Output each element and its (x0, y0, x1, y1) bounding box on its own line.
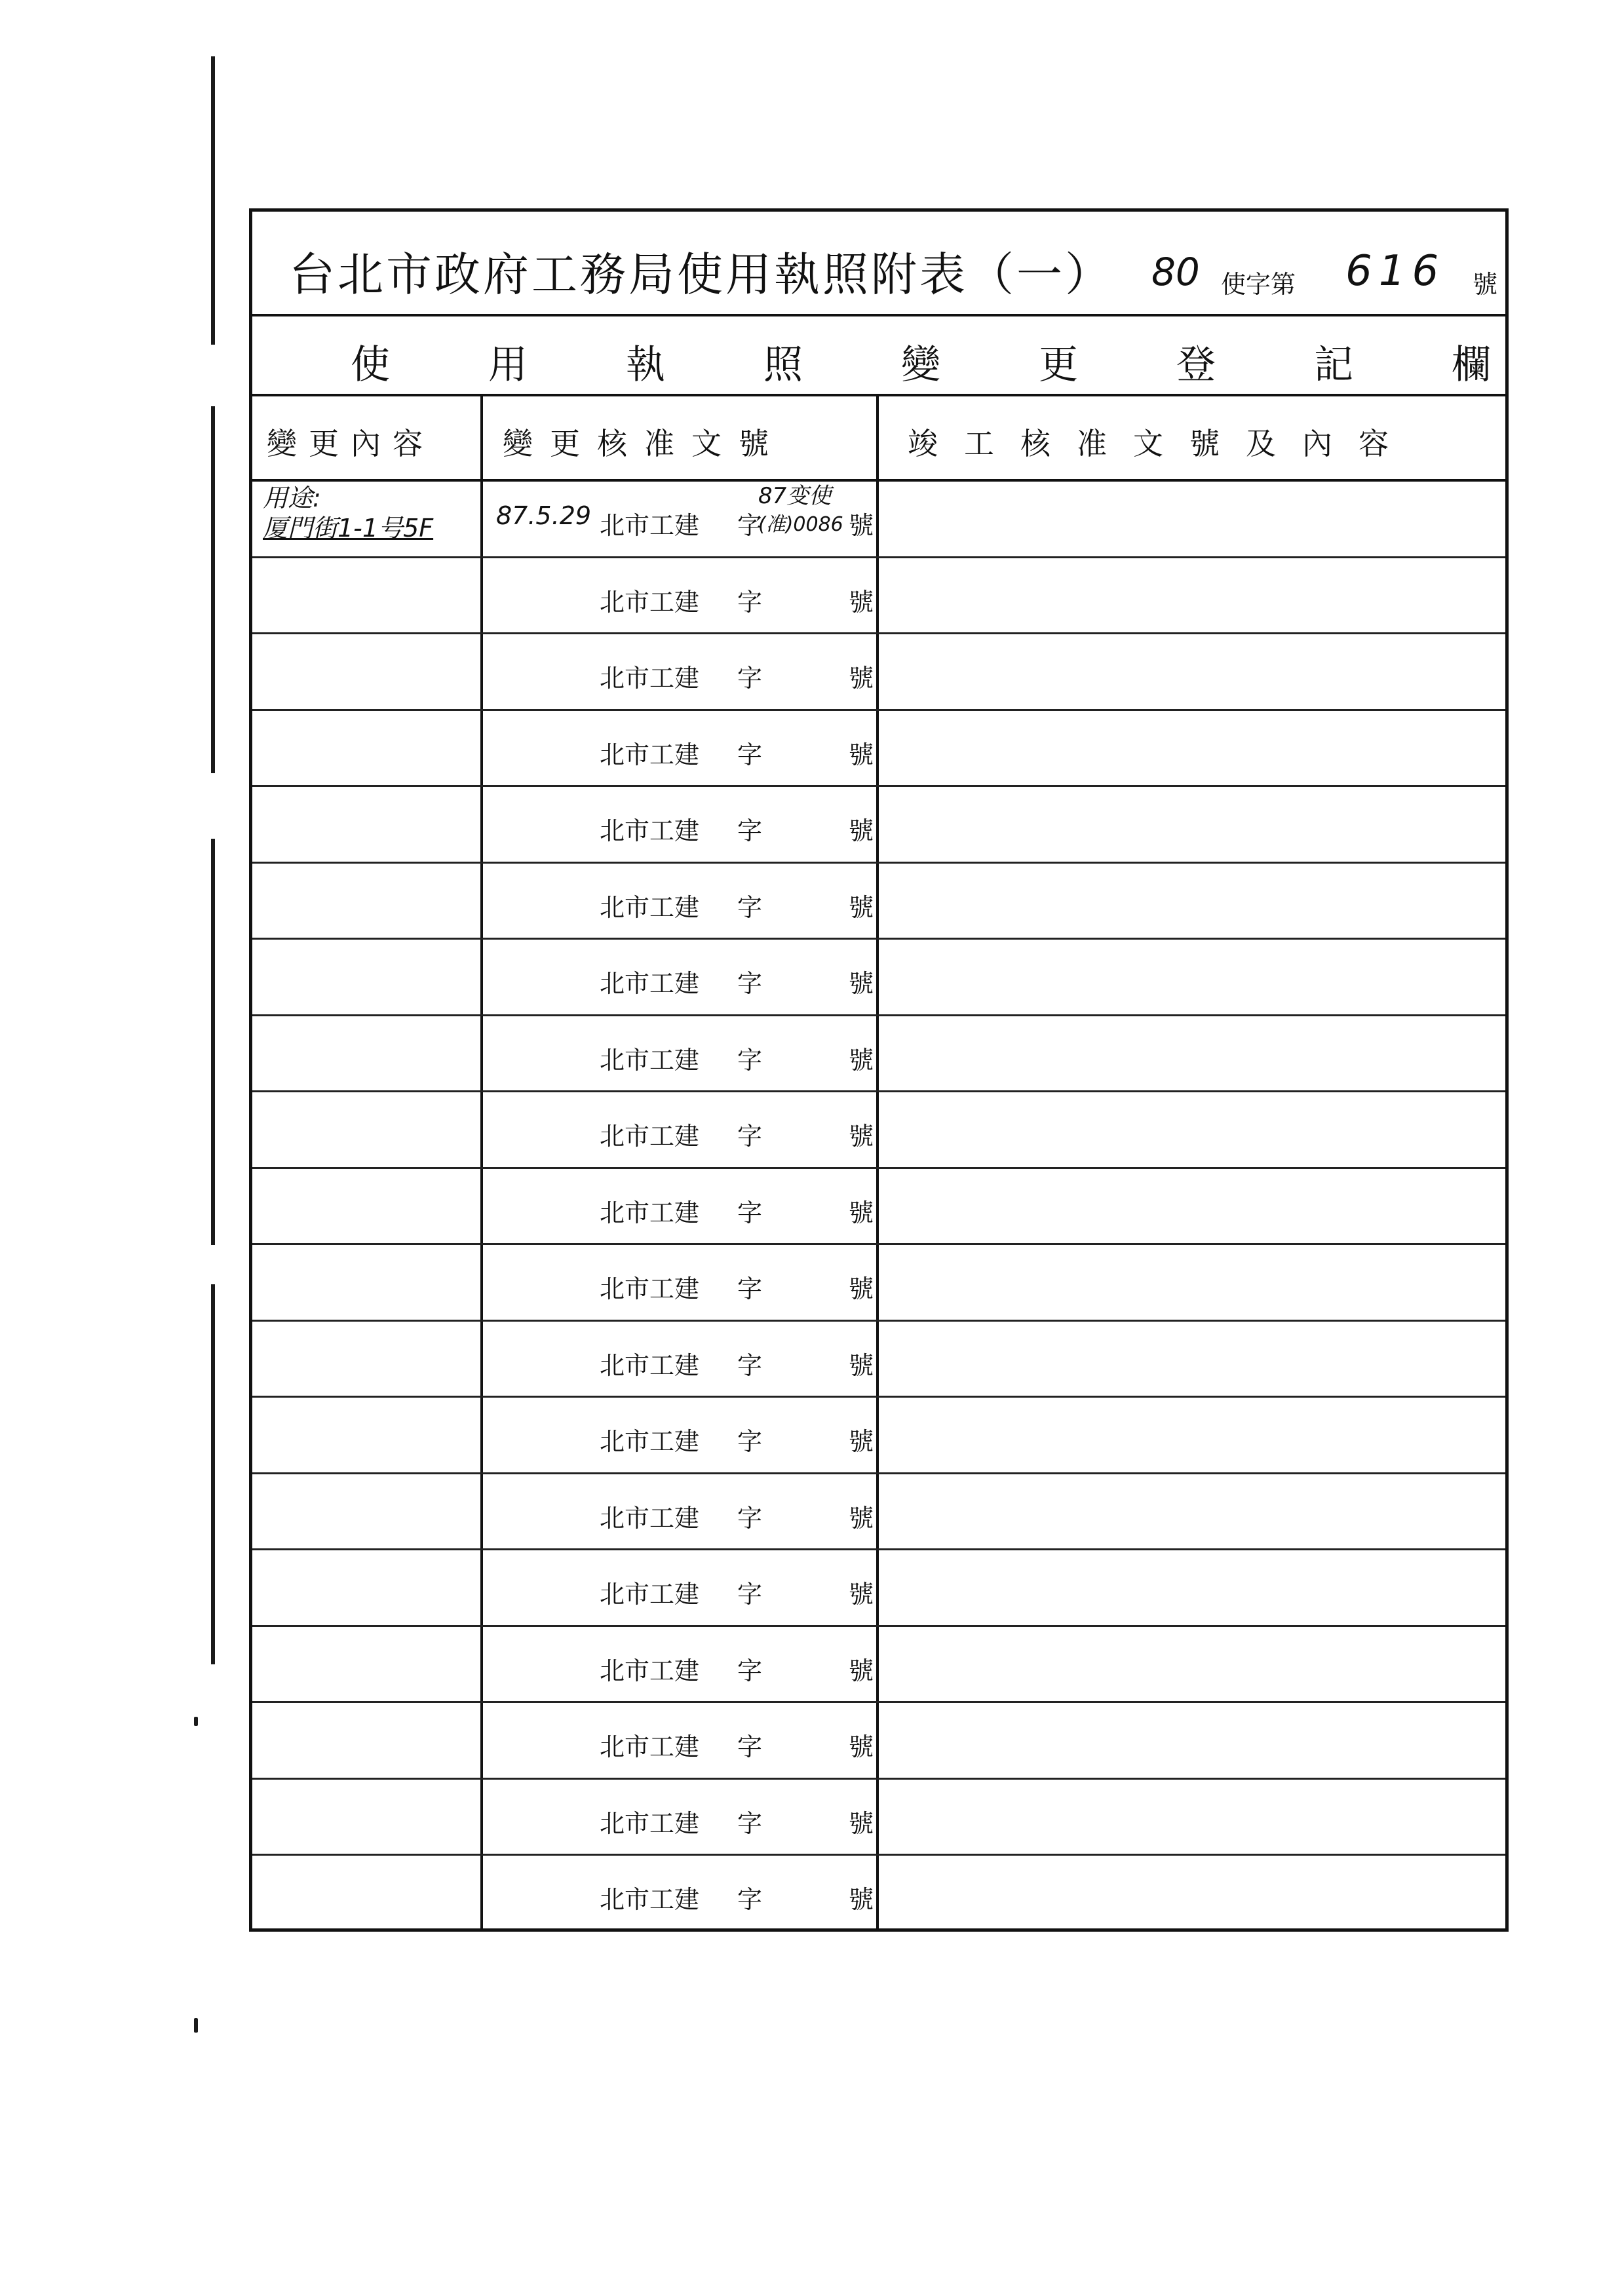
table-row (252, 1092, 1505, 1169)
binding-line-lower (211, 839, 215, 1245)
approval-number-cell (600, 963, 874, 999)
approval-number-cell (600, 1803, 874, 1839)
table-row (252, 558, 1505, 635)
approval-number-cell (600, 1574, 874, 1610)
approval-hao: 號 (849, 1274, 874, 1303)
approval-zi: 字 (737, 1274, 763, 1303)
approval-hao: 號 (849, 740, 874, 769)
approval-number-cell (600, 811, 874, 847)
header-change-content: 變更內容 (267, 426, 434, 461)
approval-prefix: 北市工建 (600, 1274, 700, 1303)
approval-prefix: 北市工建 (600, 1885, 700, 1914)
approval-hao: 號 (849, 1808, 874, 1838)
approval-date: 87.5.29 (496, 501, 592, 530)
section-title: 使用執照變更登記欄 (351, 342, 1589, 388)
permit-number: 616 (1345, 247, 1446, 296)
approval-zi: 字 (737, 664, 763, 693)
table-row (252, 1856, 1505, 1932)
approval-hao: 號 (849, 1732, 874, 1761)
approval-hao: 號 (849, 1656, 874, 1685)
table-row (252, 1703, 1505, 1780)
approval-number-cell (600, 1727, 874, 1763)
binding-mark (194, 2018, 198, 2033)
approval-prefix: 北市工建 (600, 1503, 700, 1533)
approval-hao: 號 (849, 587, 874, 617)
table-row (252, 482, 1505, 558)
approval-prefix: 北市工建 (600, 1198, 700, 1227)
table-row (252, 1322, 1505, 1398)
table-row (252, 1474, 1505, 1551)
table-row (252, 711, 1505, 788)
approval-zi: 字 (737, 511, 763, 540)
table-row (252, 1245, 1505, 1322)
approval-ref-bottom: (准)0086 (758, 513, 843, 536)
table-row (252, 787, 1505, 864)
approval-number-cell (600, 1269, 874, 1305)
approval-zi: 字 (737, 1503, 763, 1533)
approval-hao: 號 (849, 511, 874, 540)
approval-ref-top: 87变使 (758, 483, 832, 509)
approval-zi: 字 (737, 1656, 763, 1685)
approval-prefix: 北市工建 (600, 1580, 700, 1609)
approval-zi: 字 (737, 1808, 763, 1838)
table-row (252, 1550, 1505, 1627)
approval-zi: 字 (737, 816, 763, 845)
usage-permit-form (249, 208, 1589, 1932)
approval-number-cell (600, 1421, 874, 1457)
binding-line-bottom (211, 1284, 215, 1664)
approval-prefix: 北市工建 (600, 969, 700, 998)
approval-zi: 字 (737, 1427, 763, 1456)
table-row (252, 1780, 1505, 1856)
approval-number-cell (600, 1040, 874, 1076)
approval-hao: 號 (849, 816, 874, 845)
approval-prefix: 北市工建 (600, 1122, 700, 1151)
change-content-cell (263, 483, 433, 543)
approval-zi: 字 (737, 1885, 763, 1914)
approval-prefix: 北市工建 (600, 1808, 700, 1838)
approval-number-cell (600, 735, 874, 771)
approval-hao: 號 (849, 1045, 874, 1075)
header-change-approval: 變更核准文號 (503, 426, 786, 461)
approval-zi: 字 (737, 1350, 763, 1380)
approval-prefix: 北市工建 (600, 664, 700, 693)
approval-number-cell (600, 1879, 874, 1915)
use-label: 用途: (263, 484, 321, 512)
approval-zi: 字 (737, 1198, 763, 1227)
approval-prefix: 北市工建 (600, 1350, 700, 1380)
table-row (252, 940, 1505, 1016)
permit-suffix: 號 (1473, 270, 1498, 299)
approval-hao: 號 (849, 664, 874, 693)
table-row (252, 634, 1505, 711)
table-row (252, 1398, 1505, 1474)
approval-hao: 號 (849, 1122, 874, 1151)
approval-hao: 號 (849, 1580, 874, 1609)
approval-prefix: 北市工建 (600, 892, 700, 922)
permit-label: 使字第 (1221, 270, 1296, 299)
registration-rows (252, 482, 1505, 1932)
approval-zi: 字 (737, 1732, 763, 1761)
column-header-row (252, 396, 1505, 482)
table-row (252, 1627, 1505, 1704)
approval-zi: 字 (737, 1580, 763, 1609)
approval-number-cell (600, 582, 874, 618)
title-row (252, 212, 1505, 316)
approval-prefix: 北市工建 (600, 1656, 700, 1685)
approval-number-cell (600, 1116, 874, 1152)
approval-number-cell (600, 1651, 874, 1687)
approval-hao: 號 (849, 1885, 874, 1914)
approval-hao: 號 (849, 892, 874, 922)
approval-zi: 字 (737, 1045, 763, 1075)
use-address: 厦門街1-1号5F (263, 514, 434, 543)
approval-hao: 號 (849, 969, 874, 998)
approval-prefix: 北市工建 (600, 1427, 700, 1456)
binding-mark (194, 1717, 198, 1726)
approval-zi: 字 (737, 740, 763, 769)
binding-line-top (211, 56, 215, 345)
table-row (252, 864, 1505, 940)
approval-hao: 號 (849, 1427, 874, 1456)
approval-hao: 號 (849, 1198, 874, 1227)
table-row (252, 1016, 1505, 1093)
approval-ref-handwritten (758, 482, 843, 539)
approval-number-cell (600, 1498, 874, 1534)
approval-prefix: 北市工建 (600, 740, 700, 769)
section-row (252, 316, 1589, 396)
approval-number-cell (600, 658, 874, 694)
header-completion-approval: 竣工核准文號及內容 (908, 426, 1415, 461)
approval-hao: 號 (849, 1350, 874, 1380)
approval-prefix: 北市工建 (600, 1045, 700, 1075)
approval-number-cell (600, 887, 874, 923)
approval-hao: 號 (849, 1503, 874, 1533)
permit-year: 80 (1151, 250, 1200, 294)
approval-zi: 字 (737, 587, 763, 617)
approval-prefix: 北市工建 (600, 511, 700, 540)
binding-line-mid (211, 406, 215, 773)
approval-zi: 字 (737, 969, 763, 998)
approval-number-cell (600, 1193, 874, 1229)
table-row (252, 1169, 1505, 1246)
approval-number-cell (600, 1345, 874, 1381)
approval-zi: 字 (737, 1122, 763, 1151)
approval-prefix: 北市工建 (600, 587, 700, 617)
approval-prefix: 北市工建 (600, 1732, 700, 1761)
approval-prefix: 北市工建 (600, 816, 700, 845)
approval-zi: 字 (737, 892, 763, 922)
form-title: 台北市政府工務局使用執照附表（一） (289, 248, 1113, 301)
